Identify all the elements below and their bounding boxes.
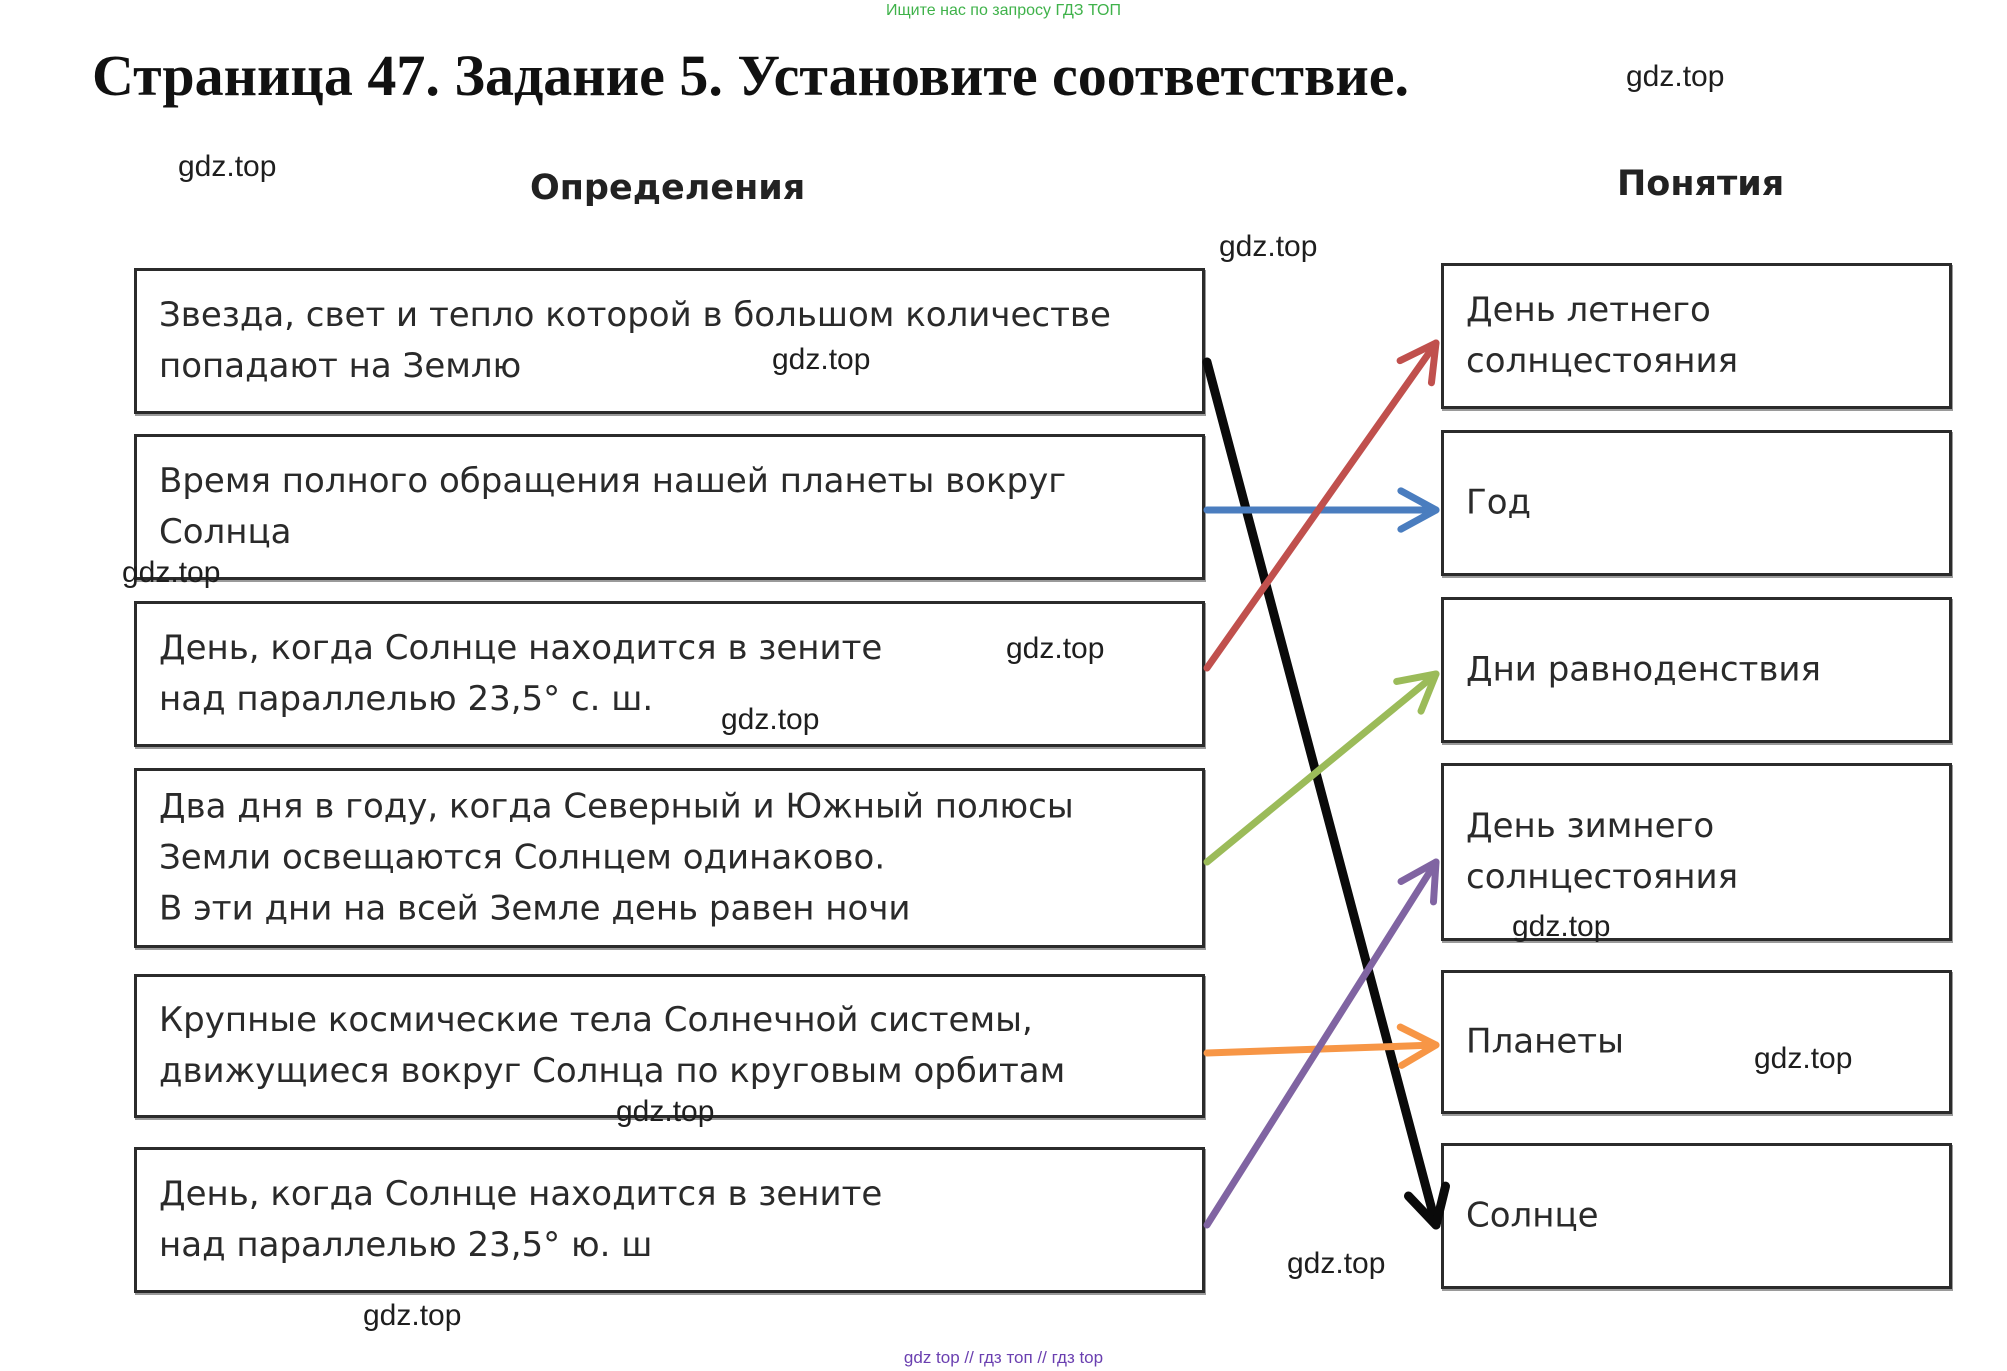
concept-text-3: Дни равноденствия: [1466, 649, 1821, 690]
concept-text-1: День летнего солнцестояния: [1466, 290, 1739, 381]
concept-text-5: Планеты: [1466, 1021, 1624, 1062]
watermark: gdz.top: [1512, 910, 1611, 943]
match-arrow-4: [1207, 674, 1436, 862]
match-arrow-5: [1207, 1027, 1436, 1065]
concepts-heading: Понятия: [1617, 164, 1785, 204]
watermark: gdz.top: [616, 1095, 715, 1128]
concept-box-2: [1441, 430, 1952, 576]
definitions-heading: Определения: [530, 168, 806, 208]
top-banner: Ищите нас по запросу ГДЗ ТОП: [886, 2, 1121, 19]
definition-box-1: [134, 268, 1205, 414]
definition-text-6: День, когда Солнце находится в зените над параллелью 23,5° ю. ш: [159, 1174, 883, 1265]
definition-box-3: [134, 601, 1205, 747]
watermark: gdz.top: [721, 703, 820, 736]
definition-text-3: День, когда Солнце находится в зените над параллелью 23,5° с. ш.: [159, 628, 883, 719]
watermark: gdz.top: [1006, 632, 1105, 665]
watermark: gdz.top: [1287, 1247, 1386, 1280]
match-arrow-6: [1207, 862, 1436, 1225]
watermark: gdz.top: [363, 1299, 462, 1332]
concept-box-1: [1441, 263, 1952, 409]
page-title: Страница 47. Задание 5. Установите соответствие.: [92, 43, 1410, 108]
concept-box-5: [1441, 970, 1952, 1114]
match-arrow-2: [1207, 491, 1436, 529]
watermark: gdz.top: [1219, 230, 1318, 263]
match-arrow-3: [1207, 343, 1436, 668]
definition-text-1: Звезда, свет и тепло которой в большом количестве попадают на Землю: [159, 295, 1111, 386]
watermark: gdz.top: [122, 556, 221, 589]
concept-text-6: Солнце: [1466, 1195, 1599, 1236]
footer-links: gdz top // гдз топ // гдз top: [903, 1348, 1104, 1367]
watermark: gdz.top: [1754, 1042, 1853, 1075]
definition-text-5: Крупные космические тела Солнечной системы, движущиеся вокруг Солнца по круговым орбитам: [159, 1000, 1066, 1091]
concept-box-3: [1441, 597, 1952, 743]
concept-text-4: День зимнего солнцестояния: [1466, 806, 1739, 897]
concept-text-2: Год: [1466, 482, 1532, 523]
definition-text-2: Время полного обращения нашей планеты вокруг Солнца: [159, 461, 1067, 552]
watermark: gdz.top: [178, 150, 277, 183]
watermark: gdz.top: [1626, 60, 1725, 93]
concept-box-6: [1441, 1143, 1952, 1289]
definition-box-4: [134, 768, 1205, 948]
watermark: gdz.top: [772, 343, 871, 376]
definition-box-2: [134, 434, 1205, 580]
definition-box-6: [134, 1147, 1205, 1293]
match-arrow-1: [1207, 362, 1446, 1225]
definition-text-4: Два дня в году, когда Северный и Южный полюсы Земли освещаются Солнцем одинаково. В эти дни на всей Земле день равен ночи: [159, 786, 1074, 929]
